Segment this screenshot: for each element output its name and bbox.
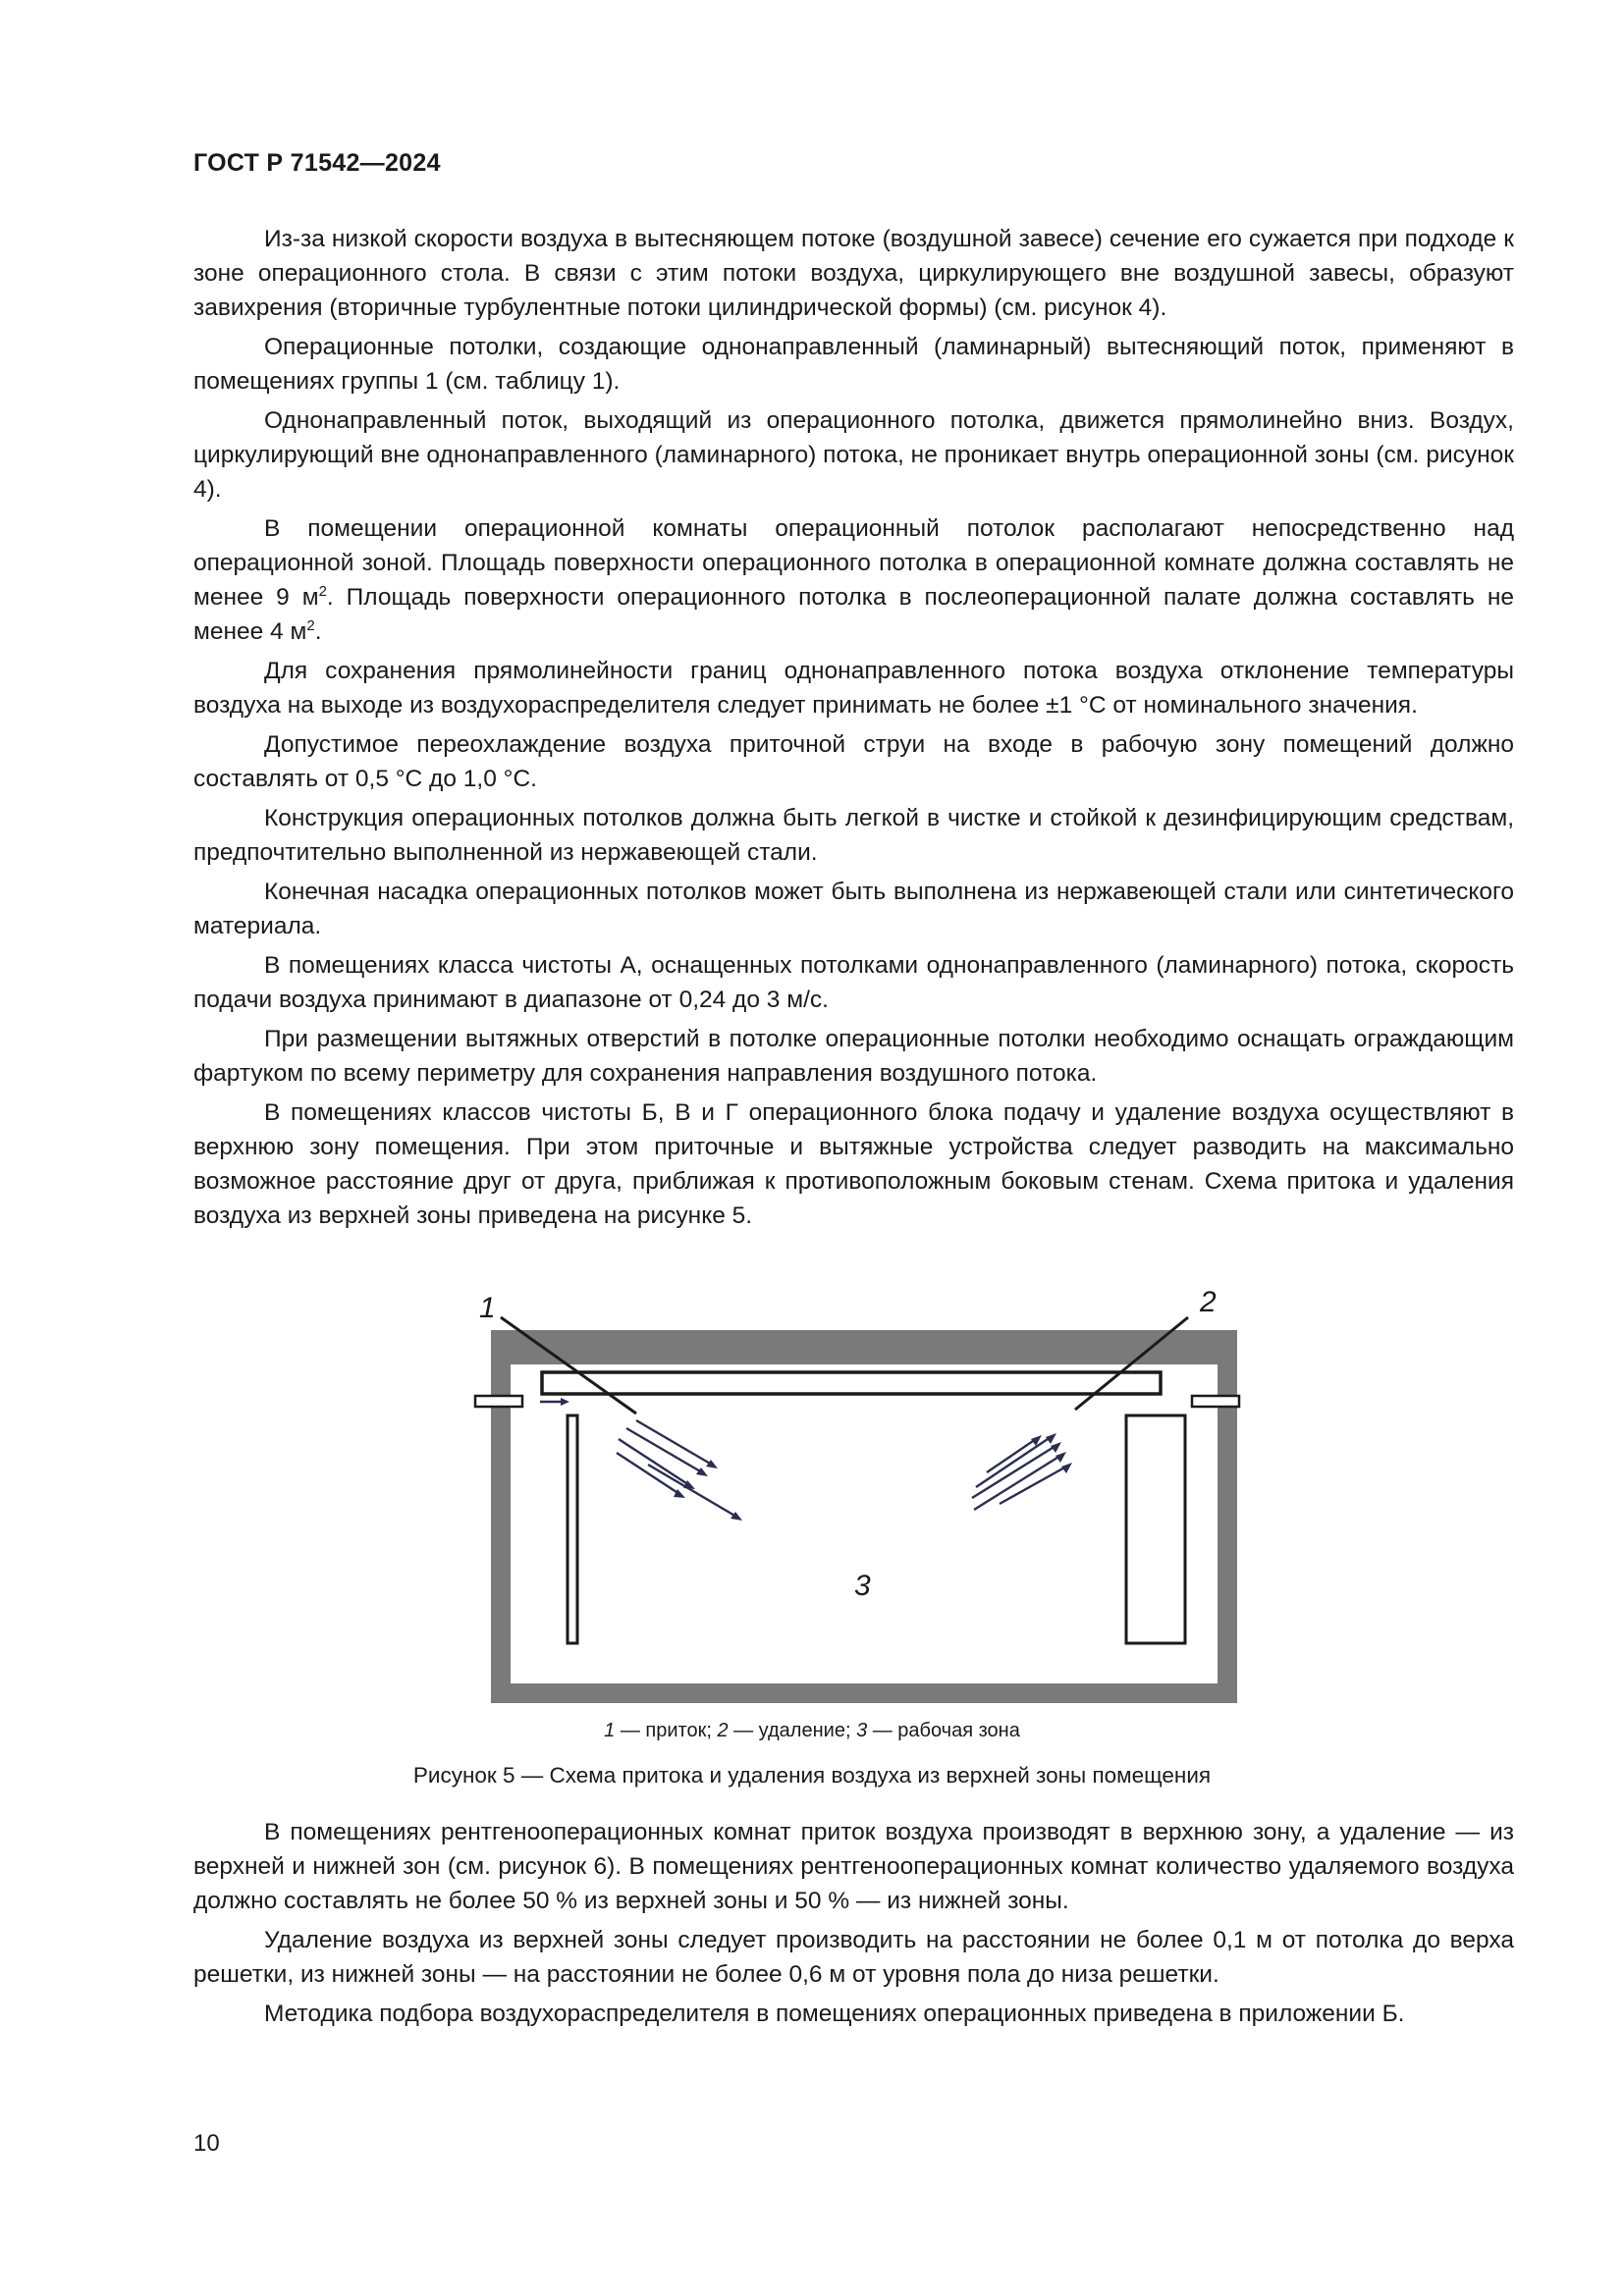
legend-text: — удаление; [728, 1720, 857, 1741]
paragraph: Методика подбора воздухораспределителя в помещениях операционных приведена в приложении Б. [264, 2001, 1405, 2027]
paragraph: При размещении вытяжных отверстий в потолке операционные потолки необходимо оснащать ограждающим фартуком по всему периметру для сохранения направления воздушного потока. [193, 1026, 1514, 1087]
supply-inlet-pipe [475, 1396, 522, 1407]
figure-label-work-zone: 3 [854, 1570, 871, 1602]
supply-arrow [648, 1465, 736, 1517]
exhaust-arrow [976, 1437, 1051, 1487]
inlet-flow-arrowhead [561, 1398, 569, 1406]
air-flow-diagram [461, 1276, 1247, 1708]
paragraph: Из-за низкой скорости воздуха в вытесняющем потоке (воздушной завесе) сечение его сужается при подходе к зоне операционного стола. В связи с этим потоки воздуха, циркулирующего вне воздушной завесы, образуют завихрения (вторичные турбулентные потоки цилиндрической формы) (см. рисунок 4). [193, 226, 1514, 321]
legend-text: — приток; [615, 1720, 718, 1741]
superscript: 2 [318, 582, 327, 600]
figure-label-exhaust: 2 [1200, 1286, 1217, 1318]
figure-legend [0, 1720, 1624, 1742]
document-code: ГОСТ Р 71542—2024 [193, 149, 441, 177]
paragraph-text: . [314, 618, 322, 645]
supply-arrows [617, 1420, 742, 1521]
legend-number: 3 [856, 1720, 868, 1741]
paragraph: Допустимое переохлаждение воздуха приточной струи на входе в рабочую зону помещений должно составлять от 0,5 °С до 1,0 °С. [193, 731, 1514, 792]
paragraph: Однонаправленный поток, выходящий из операционного потолка, движется прямолинейно вниз. Воздух, циркулирующий вне однонаправленного (ламинарного) потока, не проникает внутрь операционной зоны (см. рисунок 4). [193, 407, 1514, 503]
supply-distributor [568, 1415, 577, 1643]
paragraph-text: . Площадь поверхности операционного потолка в послеоперационной палате должна составлять не менее 4 м [193, 584, 1514, 645]
exhaust-arrowhead [1061, 1463, 1072, 1473]
exhaust-grille [1126, 1415, 1185, 1643]
superscript: 2 [306, 616, 315, 634]
exhaust-outlet-pipe [1192, 1396, 1239, 1407]
paragraph: В помещениях класса чистоты А, оснащенных потолками однонаправленного (ламинарного) потока, скорость подачи воздуха принимают в диапазоне от 0,24 до 3 м/с. [193, 952, 1514, 1013]
paragraph: Конструкция операционных потолков должна быть легкой в чистке и стойкой к дезинфицирующим средствам, предпочтительно выполненной из нержавеющей стали. [193, 805, 1514, 866]
paragraph: В помещениях рентгенооперационных комнат приток воздуха производят в верхнюю зону, а удаление — из верхней и нижней зон (см. рисунок 6). В помещениях рентгенооперационных комнат количество удаляемого воздуха должно составлять не более 50 % из верхней зоны и 50 % — из нижней зоны. [193, 1819, 1514, 1914]
paragraph: Конечная насадка операционных потолков может быть выполнена из нержавеющей стали или синтетического материала. [193, 879, 1514, 939]
figure-air-supply-scheme [461, 1276, 1247, 1708]
exhaust-arrows [972, 1433, 1072, 1510]
exhaust-arrowhead [1051, 1442, 1061, 1453]
body-text-before-figure [193, 222, 1514, 1238]
exhaust-arrow [987, 1439, 1036, 1472]
paragraph-text: В помещении операционной комнаты операционный потолок располагают непосредственно над операционной зоной. Площадь поверхности операционного потолка в операционной комнате должна составлять не менее 9 м [193, 515, 1514, 611]
figure-label-supply: 1 [479, 1292, 496, 1324]
exhaust-arrowhead [1056, 1452, 1066, 1463]
paragraph: Удаление воздуха из верхней зоны следует производить на расстоянии не более 0,1 м от потолка до верха решетки, из нижней зоны — на расстоянии не более 0,6 м от уровня пола до низа решетки. [193, 1927, 1514, 1988]
exhaust-arrow [974, 1456, 1060, 1510]
legend-number: 1 [604, 1720, 616, 1741]
paragraph: Для сохранения прямолинейности границ однонаправленного потока воздуха отклонение температуры воздуха на выходе из воздухораспределителя следует принимать не более ±1 °С от номинального значения. [193, 658, 1514, 719]
ceiling-duct [542, 1372, 1161, 1394]
body-text-after-figure [193, 1815, 1514, 2036]
page-number: 10 [193, 2130, 220, 2157]
figure-caption: Рисунок 5 — Схема притока и удаления воздуха из верхней зоны помещения [412, 1763, 1212, 1788]
paragraph-ceiling-area [193, 511, 1514, 649]
paragraph: В помещениях классов чистоты Б, В и Г операционного блока подачу и удаление воздуха осуществляют в верхнюю зону помещения. При этом приточные и вытяжные устройства следует разводить на максимально возможное расстояние друг от друга, приближая к противоположным боковым стенам. Схема притока и удаления воздуха из верхней зоны приведена на рисунке 5. [193, 1099, 1514, 1229]
paragraph: Операционные потолки, создающие однонаправленный (ламинарный) вытесняющий поток, применяют в помещениях группы 1 (см. таблицу 1). [193, 334, 1514, 395]
legend-text: — рабочая зона [867, 1720, 1020, 1741]
legend-number: 2 [717, 1720, 729, 1741]
exhaust-arrowhead [1046, 1433, 1056, 1444]
